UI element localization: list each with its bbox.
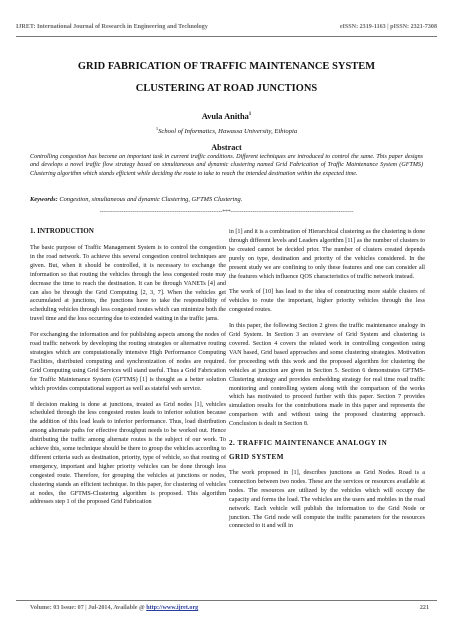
section-separator: -------------------------------------------------------------------***------------------------------------------------------------------- xyxy=(99,209,354,215)
paragraph: The work proposed in [1], describes junctions as Grid Nodes. Road is a connection between two nodes. These are the services or resources available at nodes. The resources are utilized by the vehicles which will occupy the capacity and forms the load. The vehicles are the users and mobiles in the road network. Each vehicle will publish the information to the Grid Node or junction. The Grid node will compute the traffic parameters for the resources connected to it and will in xyxy=(229,470,425,530)
paragraph: If decision making is done at junctions, treated as Grid nodes [1], vehicles scheduled through the less congested routes leads to inferior solution because the addition of this load leads to inferior performance. Thus, load distribution among alternate paths for effective throughput needs to be worked out. Hence distributing the traffic among alternate routes is the subject of our work. To achieve this, some technique should be there to group the vehicles according to different criteria such as destination, priority, type of vehicle, so that routing of emergency, important and higher priority vehicles can be done through less congested route. Therefore, for grouping the vehicles at junctions or nodes, clustering stands an efficient technique. In this paper, for clustering of vehicles at nodes, the GFTMS-Clustering algorithm is proposed. This algorithm addresses step 1 of the proposed Grid Fabrication xyxy=(30,401,226,506)
affiliation xyxy=(0,126,453,135)
footer-divider xyxy=(16,600,437,601)
paragraph: In this paper, the following Section 2 gives the traffic maintenance analogy in Grid System. In Section 3 an overview of Grid System and clustering is covered. Section 4 covers the related work in controlling congestion using VAN based, Grid based approaches and some clustering strategies. Motivation for proceeding with this work and the proposed algorithm for clustering the vehicles at junction are given in Section 5. Section 6 demonstrates GFTMS-Clustering strategy and provides embedding strategy for real time road traffic monitoring and controlling system along with the comparison of the works which has motivated to proceed further with this paper. Section 7 provides simulation results for the contributions made in this paper and represents the comparison with and without using the proposed clustering approach. Conclusion is dealt in Section 8. xyxy=(229,323,425,428)
affiliation-text: School of Informatics, Hawassa University, Ethiopia xyxy=(158,128,298,136)
right-column xyxy=(229,228,425,538)
title-line-2: CLUSTERING AT ROAD JUNCTIONS xyxy=(135,83,318,94)
volume-text: Volume: 03 Issue: 07 | Jul-2014, Available @ xyxy=(30,605,145,611)
issn-info: eISSN: 2319-1163 | pISSN: 2321-7308 xyxy=(339,24,437,30)
journal-name: IJRET: International Journal of Research in Engineering and Technology xyxy=(16,24,208,30)
title-line-1: GRID FABRICATION OF TRAFFIC MAINTENANCE SYSTEM xyxy=(77,61,376,72)
paragraph: in [1] and it is a combination of Hierarchical clustering as the clustering is done through different levels and Leaders algorithm [11] as the number of clusters to be created cannot be decided prior. The number of clusters created depends purely on type, destination and priority of the vehicles considered. In the present study we are confining to only these features and one can consider all the features which influence QOS characteristics of traffic network instead. xyxy=(229,229,425,280)
abstract-text: Controlling congestion has become an important task in current traffic conditions. Different techniques are introduced to control the same. This paper designs and develops a novel traffic flow strategy based on simultaneous and dynamic clustering named Grid Fabrication of Traffic Maintenance System (GFTMS) Clustering algorithm which stands efficient while deciding the route to take to reach the intended destination within the expected time. xyxy=(30,154,423,177)
section-2-heading-line-2: GRID SYSTEM xyxy=(229,453,284,462)
section-2-heading xyxy=(229,436,425,464)
keywords-label: Keywords: xyxy=(30,196,58,203)
running-header xyxy=(16,24,437,30)
introduction-heading: 1. INTRODUCTION xyxy=(30,227,94,235)
paper-title xyxy=(20,56,433,100)
left-column xyxy=(30,226,226,514)
abstract-heading: Abstract xyxy=(211,143,242,152)
author-name: Avula Anitha xyxy=(201,112,249,121)
footer-volume-info xyxy=(30,605,198,611)
affiliation-marker: 1 xyxy=(155,126,159,131)
author-affiliation-marker: 1 xyxy=(248,112,252,118)
keywords xyxy=(30,196,423,203)
keywords-text: Congestion, simultaneous and dynamic Clustering, GFTMS Clustering. xyxy=(59,196,243,203)
paragraph: The basic purpose of Traffic Management System is to control the congestion in the road network. To achieve this several congestion control techniques are given. But, when it should be controlled, it is necessary to exchange the information so that routing the vehicles through the less congested route may decrease the time to reach the destination. It can be through VANETs [4] and can also be through the Grid Computing [2, 3, 7]. When the vehicles get accumulated at junctions, the junctions have to take the responsibility of scheduling vehicles through less congested routes which can minimize both the travel time and the loss occurring due to extended waiting in the traffic jams. xyxy=(30,245,226,323)
header-divider xyxy=(16,36,437,37)
running-footer xyxy=(30,605,429,611)
paragraph: For exchanging the information and for publishing aspects among the nodes of road traffic network by developing the routing strategies or alternative routing strategies which are computationally intensive High Performance Computing Facilities, distributed computing and synchronization of nodes are required. Grid Computing using Grid Services will stand useful. Thus a Grid Fabrication for Traffic Maintenance System (GFTMS) [1] is thought as a better solution which provides computational support as well as stateful web service. xyxy=(30,332,226,392)
paragraph: The work of [10] has lead to the idea of constructing more stable clusters of vehicles to route the important, higher priority vehicles through the less congested routes. xyxy=(229,289,425,314)
page-number: 221 xyxy=(419,605,429,611)
journal-url-link[interactable]: http://www.ijret.org xyxy=(146,605,199,611)
section-2-heading-line-1: 2. TRAFFIC MAINTENANCE ANALOGY IN xyxy=(229,439,388,448)
author xyxy=(0,112,453,121)
